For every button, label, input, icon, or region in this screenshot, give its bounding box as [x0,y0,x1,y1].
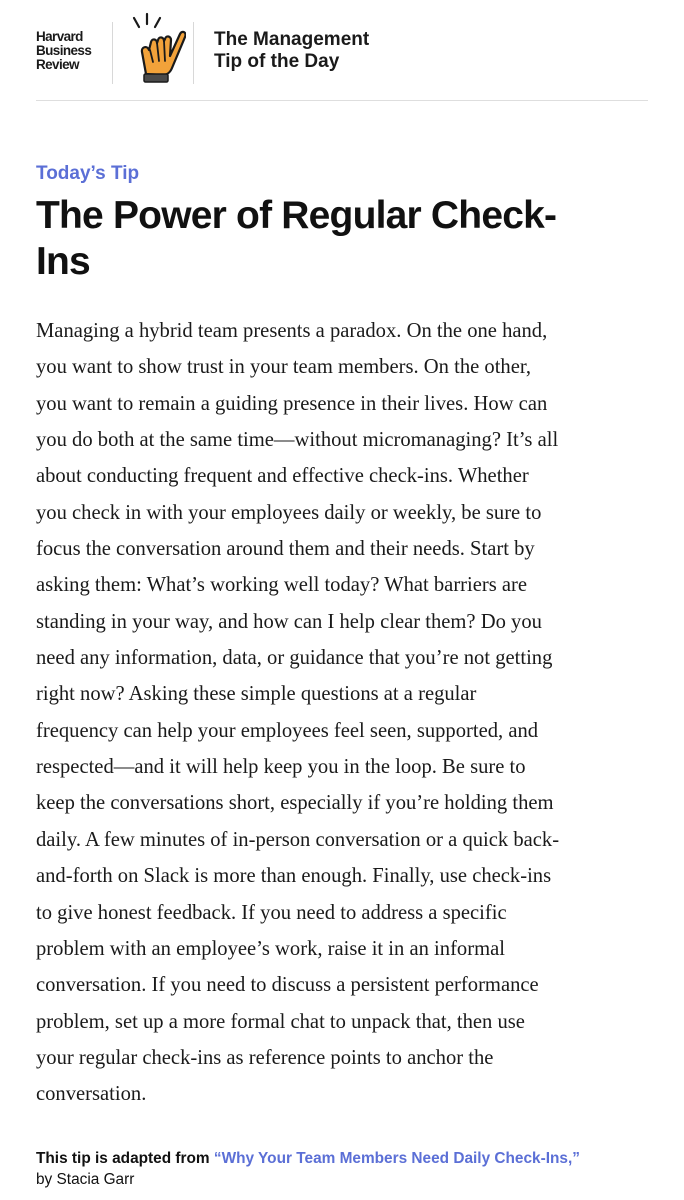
article-title-line: The Power of Regular Check- [36,194,557,237]
section-eyebrow: Today’s Tip [36,163,140,184]
source-byline: by Stacia Garr [36,1171,135,1188]
body-line: right now? Asking these simple questions at a regular [36,683,477,706]
article-title [36,193,636,285]
hbr-logo-line: Review [36,57,79,72]
body-line: to give honest feedback. If you need to address a specific [36,901,507,924]
body-line: Managing a hybrid team presents a paradox. On the one hand, [36,320,548,342]
source-attribution [36,1148,656,1190]
body-line: daily. A few minutes of in-person conversation or a quick back- [36,828,560,851]
body-line: you want to remain a guiding presence in their lives. How can [36,392,548,415]
body-line: your regular check-ins as reference points to anchor the [36,1046,494,1069]
body-line: frequency can help your employees feel seen, supported, and [36,719,539,742]
body-line: you do both at the same time—without micromanaging? It’s all [36,429,559,452]
newsletter-title-line: The Management [214,29,370,50]
email-header [36,12,648,101]
body-line: problem, set up a more formal chat to unpack that, then use [36,1010,525,1033]
body-line: conversation. If you need to discuss a persistent performance [36,974,539,997]
body-line: standing in your way, and how can I help clear them? Do you [36,610,542,633]
body-line: need any information, data, or guidance that you’re not getting [36,647,553,670]
body-line: conversation. [36,1083,147,1106]
pointing-hand-icon [120,12,186,84]
body-line: respected—and it will help keep you in the loop. Be sure to [36,756,526,779]
article-body [36,313,648,1113]
header-divider [112,22,113,84]
header-divider [193,22,194,84]
body-line: about conducting frequent and effective check-ins. Whether [36,465,529,488]
body-line: you check in with your employees daily or weekly, be sure to [36,501,542,524]
body-line: you want to show trust in your team members. On the other, [36,356,532,379]
newsletter-title [214,29,369,73]
source-article-link[interactable]: “Why Your Team Members Need Daily Check-Ins,” [213,1150,580,1167]
hbr-logo-line: Business [36,43,92,58]
article-title-line: Ins [36,240,90,283]
newsletter-title-line: Tip of the Day [214,51,340,72]
body-line: focus the conversation around them and their needs. Start by [36,538,535,561]
source-prefix: This tip is adapted from [36,1150,210,1167]
body-line: asking them: What’s working well today? What barriers are [36,574,528,597]
body-line: problem with an employee’s work, raise it in an informal [36,937,505,960]
hbr-logo-line: Harvard [36,29,83,44]
body-line: and-forth on Slack is more than enough. Finally, use check-ins [36,865,552,888]
hbr-logo[interactable] [36,30,106,72]
body-line: keep the conversations short, especially if you’re holding them [36,792,554,815]
